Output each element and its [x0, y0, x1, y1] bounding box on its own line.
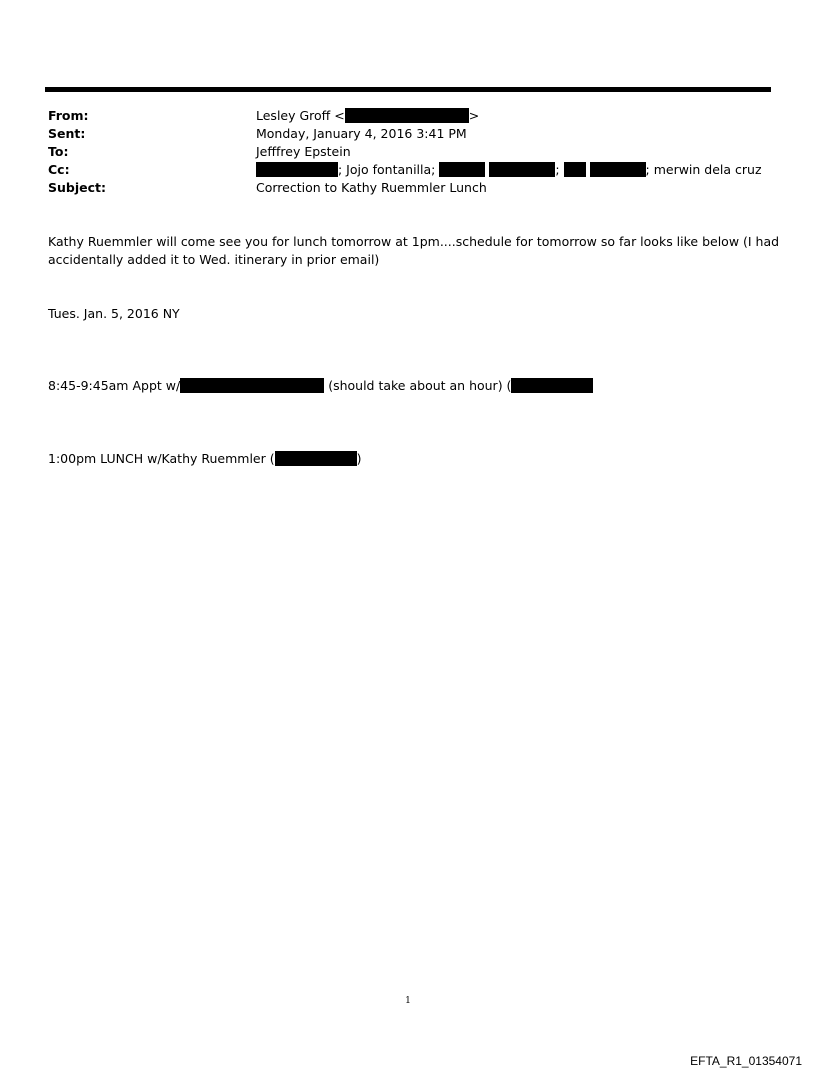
redaction-block	[439, 162, 485, 177]
cc-label: Cc:	[48, 162, 70, 177]
appointment-line	[48, 377, 593, 395]
page-number: 1	[405, 996, 411, 1006]
bates-number: EFTA_R1_01354071	[690, 1054, 802, 1068]
from-label: From:	[48, 108, 89, 123]
cc-separator: ;	[555, 162, 560, 177]
redaction-block	[511, 378, 593, 393]
cc-part2: ; merwin dela cruz	[645, 162, 762, 177]
to-value: Jefffrey Epstein	[256, 144, 351, 159]
appointment-note: (should take about an hour) (	[328, 378, 512, 393]
from-name: Lesley Groff <	[256, 108, 345, 123]
to-label: To:	[48, 144, 69, 159]
lunch-prefix: 1:00pm LUNCH w/Kathy Ruemmler (	[48, 451, 275, 466]
lunch-line	[48, 450, 362, 468]
header-divider	[45, 87, 771, 92]
body-paragraph-line-1: Kathy Ruemmler will come see you for lunch tomorrow at 1pm....schedule for tomorrow so far looks like below (I had	[48, 234, 780, 249]
from-value	[256, 107, 479, 125]
lunch-suffix: )	[356, 451, 362, 466]
body-paragraph-line-2: accidentally added it to Wed. itinerary in prior email)	[48, 252, 380, 267]
redaction-block	[256, 162, 338, 177]
appointment-prefix: 8:45-9:45am Appt w/	[48, 378, 181, 393]
from-close: >	[468, 108, 480, 123]
redaction-block	[590, 162, 646, 177]
redaction-block	[345, 108, 469, 123]
sent-value: Monday, January 4, 2016 3:41 PM	[256, 126, 467, 141]
redaction-block	[489, 162, 555, 177]
redaction-block	[564, 162, 586, 177]
sent-label: Sent:	[48, 126, 86, 141]
cc-value	[256, 161, 762, 179]
cc-part1: ; Jojo fontanilla;	[338, 162, 436, 177]
redaction-block	[180, 378, 324, 393]
subject-label: Subject:	[48, 180, 106, 195]
schedule-date: Tues. Jan. 5, 2016 NY	[48, 306, 180, 321]
redaction-block	[275, 451, 357, 466]
subject-value: Correction to Kathy Ruemmler Lunch	[256, 180, 487, 195]
